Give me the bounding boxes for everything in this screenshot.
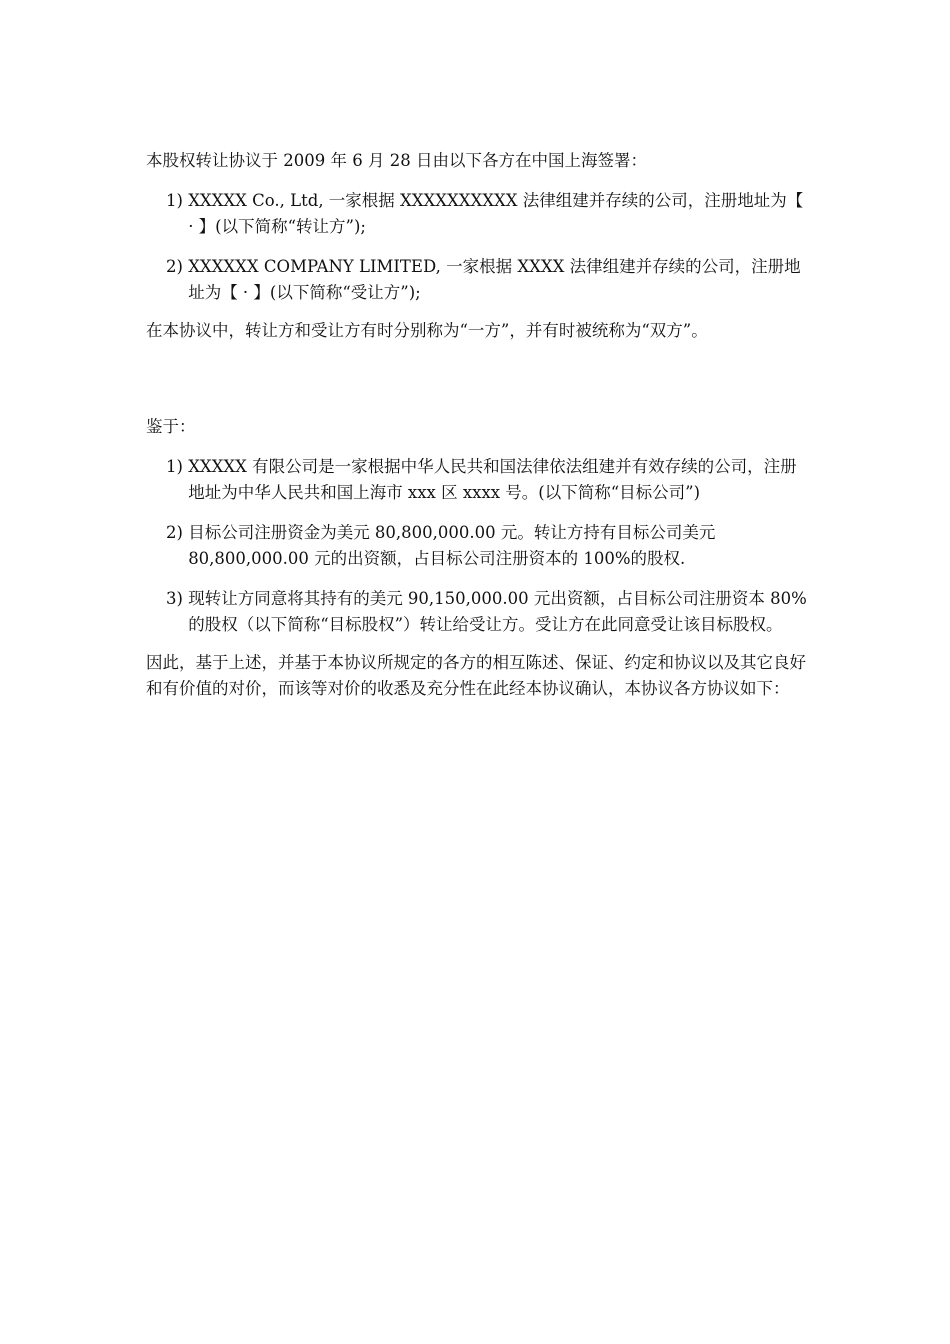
party-text: XXXXXX COMPANY LIMITED, 一家根据 XXXX 法律组建并存续的公司，注册地址为【 · 】(以下简称“受让方”); — [188, 257, 801, 302]
recitals-heading: 鉴于： — [146, 417, 196, 436]
recital-text: 目标公司注册资金为美元 80,800,000.00 元。转让方持有目标公司美元 80,800,000.00 元的出资额，占目标公司注册资本的 100%的股权. — [188, 523, 716, 568]
list-number: 1) — [166, 457, 189, 476]
recital-text: XXXXX 有限公司是一家根据中华人民共和国法律依法组建并有效存续的公司，注册地址为中华人民共和国上海市 xxx 区 xxxx 号。(以下简称“目标公司”) — [188, 457, 797, 502]
list-number: 1) — [166, 191, 189, 210]
list-number: 2) — [166, 257, 189, 276]
party-item-transferee — [166, 254, 810, 306]
recital-text: 现转让方同意将其持有的美元 90,150,000.00 元出资额，占目标公司注册资本 80%的股权（以下简称“目标股权”）转让给受让方。受让方在此同意受让该目标股权。 — [188, 589, 807, 634]
recital-item-2 — [166, 520, 810, 572]
definitions-text: 在本协议中，转让方和受让方有时分别称为“一方”，并有时被统称为“双方”。 — [146, 321, 708, 340]
party-item-transferor — [166, 188, 810, 240]
list-number: 3) — [166, 589, 189, 608]
conclusion-text: 因此，基于上述，并基于本协议所规定的各方的相互陈述、保证、约定和协议以及其它良好和有价值的对价，而该等对价的收悉及充分性在此经本协议确认，本协议各方协议如下： — [146, 653, 806, 698]
agreement-page — [146, 148, 810, 702]
recital-item-1 — [166, 454, 810, 506]
party-text: XXXXX Co., Ltd, 一家根据 XXXXXXXXXX 法律组建并存续的公司，注册地址为【 · 】(以下简称“转让方”); — [188, 191, 804, 236]
recital-item-3 — [166, 586, 810, 638]
preamble-text: 本股权转让协议于 2009 年 6 月 28 日由以下各方在中国上海签署： — [146, 151, 647, 170]
list-number: 2) — [166, 523, 189, 542]
